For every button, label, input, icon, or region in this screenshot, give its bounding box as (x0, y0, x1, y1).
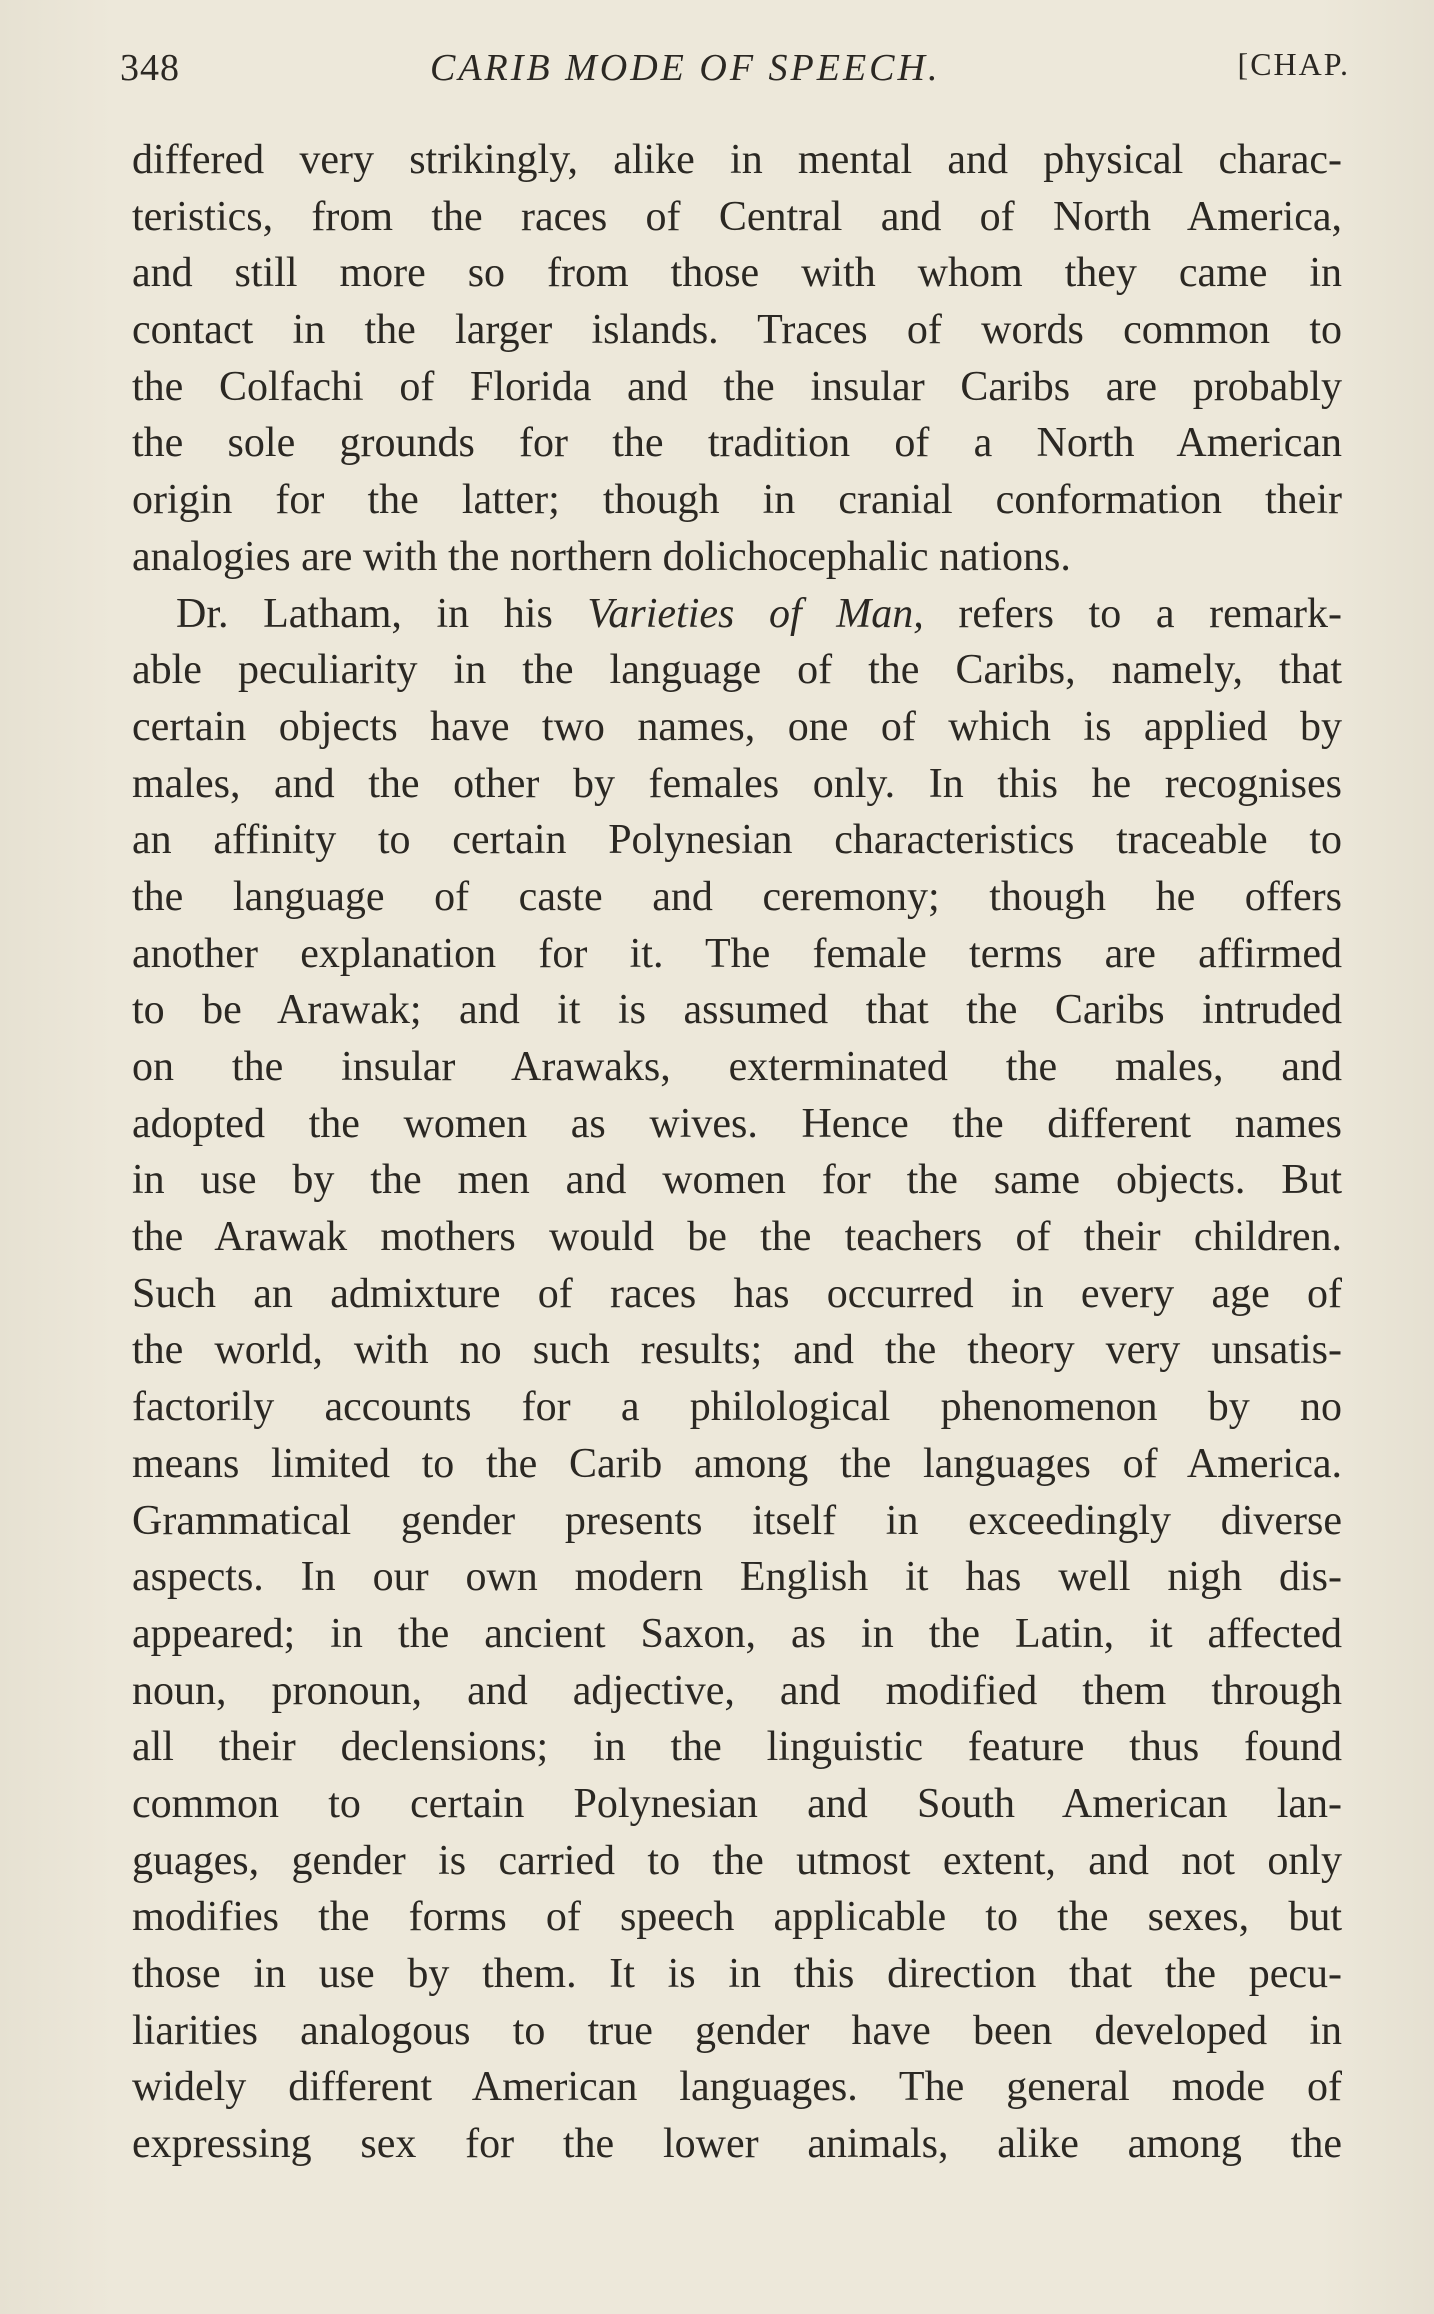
text-line: males, and the other by females only. In this he recognises (132, 760, 1342, 807)
text-line: contact in the larger islands. Traces of words common to (132, 307, 1342, 354)
text-line-with-italic (132, 586, 1342, 643)
book-title-italic: Varieties of Man, (587, 590, 924, 637)
text-line: expressing sex for the lower animals, alike among the (132, 2121, 1342, 2168)
text-line: able peculiarity in the language of the Caribs, namely, that (132, 647, 1342, 694)
text-line: those in use by them. It is in this direction that the pecu- (132, 1951, 1342, 1997)
page-number: 348 (120, 47, 180, 89)
text-line: all their declensions; in the linguistic feature thus found (132, 1724, 1342, 1771)
text-line: an affinity to certain Polynesian characteristics traceable to (132, 817, 1342, 864)
body-text (132, 132, 1342, 2173)
text-line: means limited to the Carib among the languages of America. (132, 1440, 1342, 1487)
line-start: Dr. Latham, in his (176, 590, 588, 637)
text-line: the sole grounds for the tradition of a North American (132, 420, 1342, 467)
text-line: the Arawak mothers would be the teachers of their children. (132, 1214, 1342, 1261)
text-line: analogies are with the northern dolichocephalic nations. (132, 533, 1071, 580)
text-line: adopted the women as wives. Hence the different names (132, 1100, 1342, 1147)
text-line: another explanation for it. The female terms are affirmed (132, 930, 1342, 977)
text-line: factorily accounts for a philological phenomenon by no (132, 1384, 1342, 1431)
chapter-marker: [CHAP. (1237, 46, 1350, 82)
text-line: teristics, from the races of Central and of North America, (132, 193, 1342, 240)
text-line: in use by the men and women for the same objects. But (132, 1157, 1342, 1204)
text-line: aspects. In our own modern English it has well nigh dis- (132, 1554, 1342, 1601)
running-title: CARIB MODE OF SPEECH. (430, 47, 941, 89)
text-line: to be Arawak; and it is assumed that the Caribs intruded (132, 987, 1342, 1034)
text-line: the language of caste and ceremony; though he offers (132, 873, 1342, 920)
text-line: Grammatical gender presents itself in exceedingly diverse (132, 1497, 1342, 1544)
running-head (120, 40, 1350, 100)
text-line: noun, pronoun, and adjective, and modified them through (132, 1667, 1342, 1714)
text-line: the world, with no such results; and the theory very unsatis- (132, 1327, 1342, 1374)
text-line: on the insular Arawaks, exterminated the males, and (132, 1044, 1342, 1090)
text-line: Such an admixture of races has occurred in every age of (132, 1270, 1342, 1317)
line-end: refers to a remark- (923, 590, 1342, 637)
text-line: origin for the latter; though in cranial conformation their (132, 477, 1342, 524)
text-line: appeared; in the ancient Saxon, as in the Latin, it affected (132, 1610, 1342, 1657)
text-line: modifies the forms of speech applicable to the sexes, but (132, 1894, 1342, 1941)
text-line: the Colfachi of Florida and the insular Caribs are probably (132, 363, 1342, 410)
text-line: certain objects have two names, one of which is applied by (132, 703, 1342, 750)
text-line: liarities analogous to true gender have been developed in (132, 2007, 1342, 2054)
text-line: and still more so from those with whom they came in (132, 250, 1342, 297)
text-line: widely different American languages. The general mode of (132, 2064, 1342, 2111)
text-line: differed very strikingly, alike in mental and physical charac- (132, 137, 1342, 183)
text-line: guages, gender is carried to the utmost extent, and not only (132, 1837, 1342, 1884)
text-line: common to certain Polynesian and South American lan- (132, 1780, 1342, 1827)
